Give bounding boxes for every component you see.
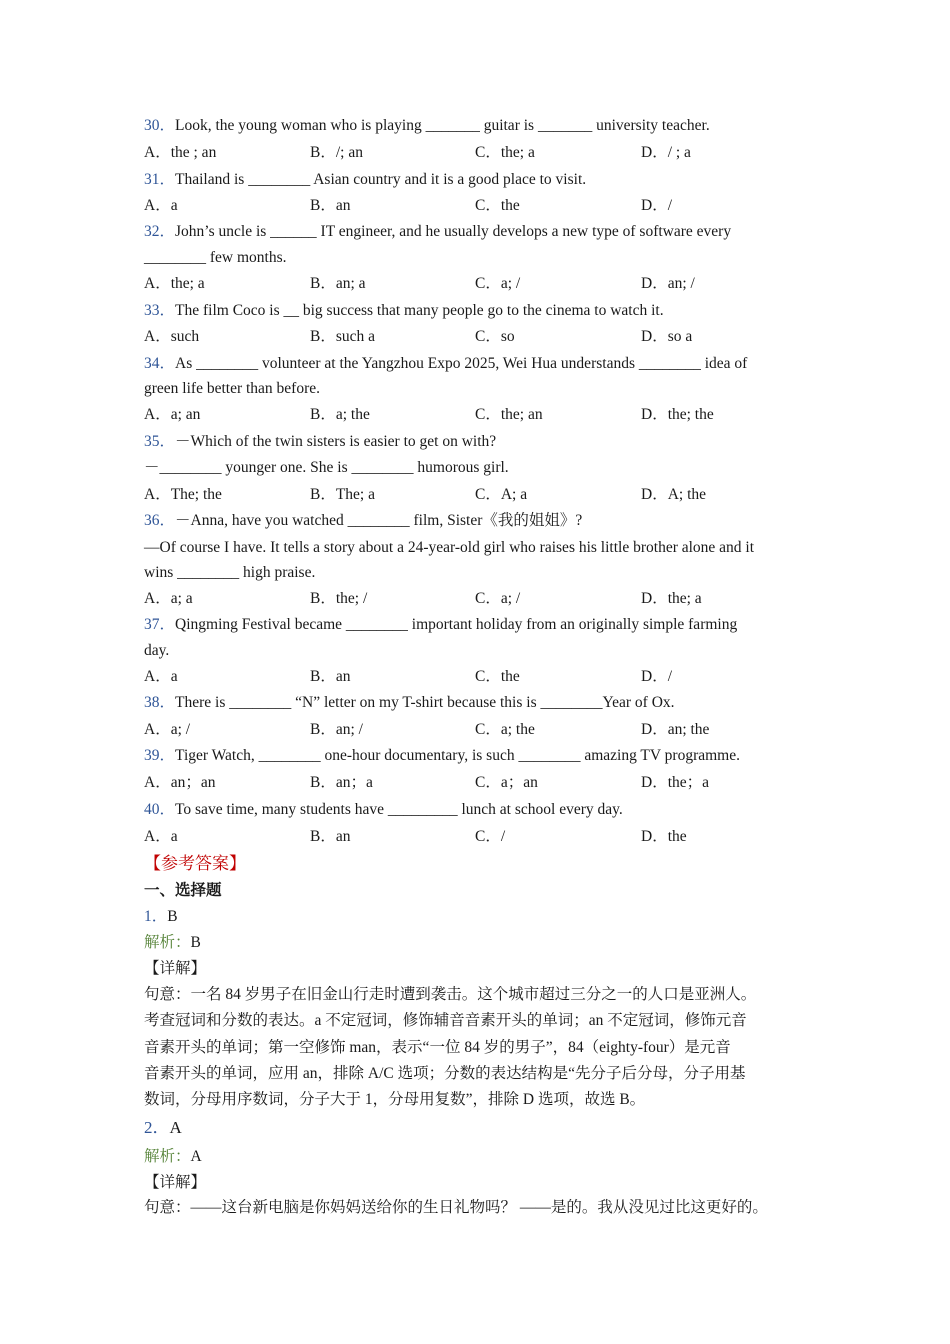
option-c: C．a；an — [475, 774, 538, 791]
question-39-options — [144, 773, 844, 793]
option-d: D．the; a — [641, 590, 702, 607]
question-text: To save time, many students have _________ lunch at school every day. — [175, 801, 623, 818]
question-number: 35． — [144, 433, 176, 450]
question-34-options — [144, 405, 844, 425]
question-40-options — [144, 827, 844, 847]
answer-1-detail-line: 考查冠词和分数的表达。a 不定冠词，修饰辅音音素开头的单词；an 不定冠词，修饰元音 — [144, 1012, 747, 1029]
question-text: －Which of the twin sisters is easier to get on with? — [175, 433, 497, 450]
option-d: D．the — [641, 828, 687, 845]
answer-number: 1． — [144, 908, 168, 925]
option-b: B．an — [310, 197, 351, 214]
option-d: D．/ — [641, 668, 673, 685]
option-c: C．a; / — [475, 590, 521, 607]
analysis-value: B — [190, 934, 201, 951]
question-35-continued: －________ younger one. She is ________ humorous girl. — [144, 459, 509, 476]
question-37-continued: day. — [144, 642, 170, 659]
analysis-value: A — [190, 1148, 202, 1165]
answer-letter: A — [169, 1118, 182, 1137]
question-text: As ________ volunteer at the Yangzhou Expo 2025, Wei Hua understands ________ idea of — [175, 355, 748, 372]
question-number: 40． — [144, 801, 176, 818]
option-b: B．/; an — [310, 144, 363, 161]
question-36-continued-2: wins ________ high praise. — [144, 564, 316, 581]
option-b: B．an；a — [310, 774, 373, 791]
question-text: Tiger Watch, ________ one-hour documentary, is such ________ amazing TV programme. — [175, 747, 740, 764]
question-number: 30． — [144, 117, 176, 134]
question-38 — [144, 693, 830, 713]
question-38-options — [144, 720, 844, 740]
option-d: D．so a — [641, 328, 693, 345]
option-a: A．a — [144, 197, 178, 214]
question-text: －Anna, have you watched ________ film, Sister《我的姐姐》? — [175, 512, 583, 529]
answers-heading: 【参考答案】 — [144, 854, 246, 873]
question-number: 36． — [144, 512, 176, 529]
question-number: 34． — [144, 355, 176, 372]
question-number: 39． — [144, 747, 176, 764]
question-text: The film Coco is __ big success that many people go to the cinema to watch it. — [175, 302, 664, 319]
question-40 — [144, 800, 830, 820]
question-35 — [144, 432, 830, 452]
option-a: A．a; / — [144, 721, 191, 738]
option-b: B．The; a — [310, 486, 375, 503]
question-number: 33． — [144, 302, 176, 319]
option-b: B．such a — [310, 328, 376, 345]
option-a: A．the ; an — [144, 144, 217, 161]
question-36-continued: —Of course I have. It tells a story about a 24-year-old girl who raises his little brother alone and it — [144, 539, 755, 556]
answer-2-analysis — [144, 1147, 830, 1167]
question-35-options — [144, 485, 844, 505]
question-32-continued: ________ few months. — [144, 249, 287, 266]
option-d: D．an; / — [641, 275, 695, 292]
answer-2-detail-line: 句意：——这台新电脑是你妈妈送给你的生日礼物吗？ ——是的。我从没见过比这更好的。 — [144, 1199, 768, 1216]
question-34-continued: green life better than before. — [144, 380, 321, 397]
answer-1-analysis — [144, 933, 830, 953]
answer-letter: B — [167, 908, 178, 925]
question-number: 32． — [144, 223, 176, 240]
answer-number: 2． — [144, 1118, 170, 1137]
option-b: B．an — [310, 668, 351, 685]
option-c: C．A; a — [475, 486, 528, 503]
option-d: D．A; the — [641, 486, 707, 503]
question-text: There is ________ “N” letter on my T-shirt because this is ________Year of Ox. — [175, 694, 675, 711]
option-c: C．a; / — [475, 275, 521, 292]
option-d: D．/ ; a — [641, 144, 691, 161]
option-b: B．a; the — [310, 406, 370, 423]
option-c: C．the; an — [475, 406, 543, 423]
question-36 — [144, 511, 830, 531]
option-a: A．The; the — [144, 486, 222, 503]
question-33-options — [144, 327, 844, 347]
question-36-options — [144, 589, 844, 609]
answer-2 — [144, 1118, 830, 1138]
analysis-label: 解析： — [144, 1148, 191, 1165]
option-a: A．an；an — [144, 774, 216, 791]
option-c: C．/ — [475, 828, 506, 845]
question-number: 31． — [144, 171, 176, 188]
question-32-options — [144, 274, 844, 294]
question-number: 38． — [144, 694, 176, 711]
answer-2-detail-label: 【详解】 — [144, 1174, 207, 1191]
answer-1 — [144, 907, 830, 927]
option-a: A．a — [144, 668, 178, 685]
option-c: C．the — [475, 668, 520, 685]
option-a: A．a; an — [144, 406, 201, 423]
answer-1-detail-line: 句意：一名 84 岁男子在旧金山行走时遭到袭击。这个城市超过三分之一的人口是亚洲人。 — [144, 986, 757, 1003]
answer-1-detail-line: 音素开头的单词；第一空修饰 man，表示“一位 84 岁的男子”，84（eighty-four）是元音 — [144, 1039, 731, 1056]
option-d: D．an; the — [641, 721, 710, 738]
question-31-options — [144, 196, 844, 216]
question-31 — [144, 170, 830, 190]
question-30-options — [144, 143, 844, 163]
question-text: Thailand is ________ Asian country and it is a good place to visit. — [175, 171, 587, 188]
option-c: C．a; the — [475, 721, 535, 738]
option-b: B．the; / — [310, 590, 368, 607]
question-34 — [144, 354, 830, 374]
option-d: D．the；a — [641, 774, 710, 791]
option-d: D．the; the — [641, 406, 714, 423]
question-37-options — [144, 667, 844, 687]
option-c: C．the; a — [475, 144, 535, 161]
question-39 — [144, 746, 830, 766]
option-a: A．such — [144, 328, 200, 345]
question-37 — [144, 615, 830, 635]
question-30 — [144, 116, 830, 136]
analysis-label: 解析： — [144, 934, 191, 951]
option-b: B．an — [310, 828, 351, 845]
option-c: C．so — [475, 328, 515, 345]
section-heading: 一、选择题 — [144, 882, 222, 899]
option-b: B．an; / — [310, 721, 363, 738]
question-text: Qingming Festival became ________ important holiday from an originally simple farming — [175, 616, 738, 633]
option-d: D．/ — [641, 197, 673, 214]
question-number: 37． — [144, 616, 176, 633]
option-c: C．the — [475, 197, 520, 214]
question-32 — [144, 222, 830, 242]
question-text: John’s uncle is ______ IT engineer, and he usually develops a new type of software every — [175, 223, 732, 240]
answer-1-detail-line: 音素开头的单词，应用 an，排除 A/C 选项；分数的表达结构是“先分子后分母，分子用基 — [144, 1065, 746, 1082]
option-a: A．the; a — [144, 275, 205, 292]
answer-1-detail-line: 数词，分母用序数词，分子大于 1，分母用复数”，排除 D 选项，故选 B。 — [144, 1091, 646, 1108]
option-a: A．a; a — [144, 590, 193, 607]
question-text: Look, the young woman who is playing _______ guitar is _______ university teacher. — [175, 117, 710, 134]
option-b: B．an; a — [310, 275, 366, 292]
answer-1-detail-label: 【详解】 — [144, 960, 207, 977]
question-33 — [144, 301, 830, 321]
option-a: A．a — [144, 828, 178, 845]
